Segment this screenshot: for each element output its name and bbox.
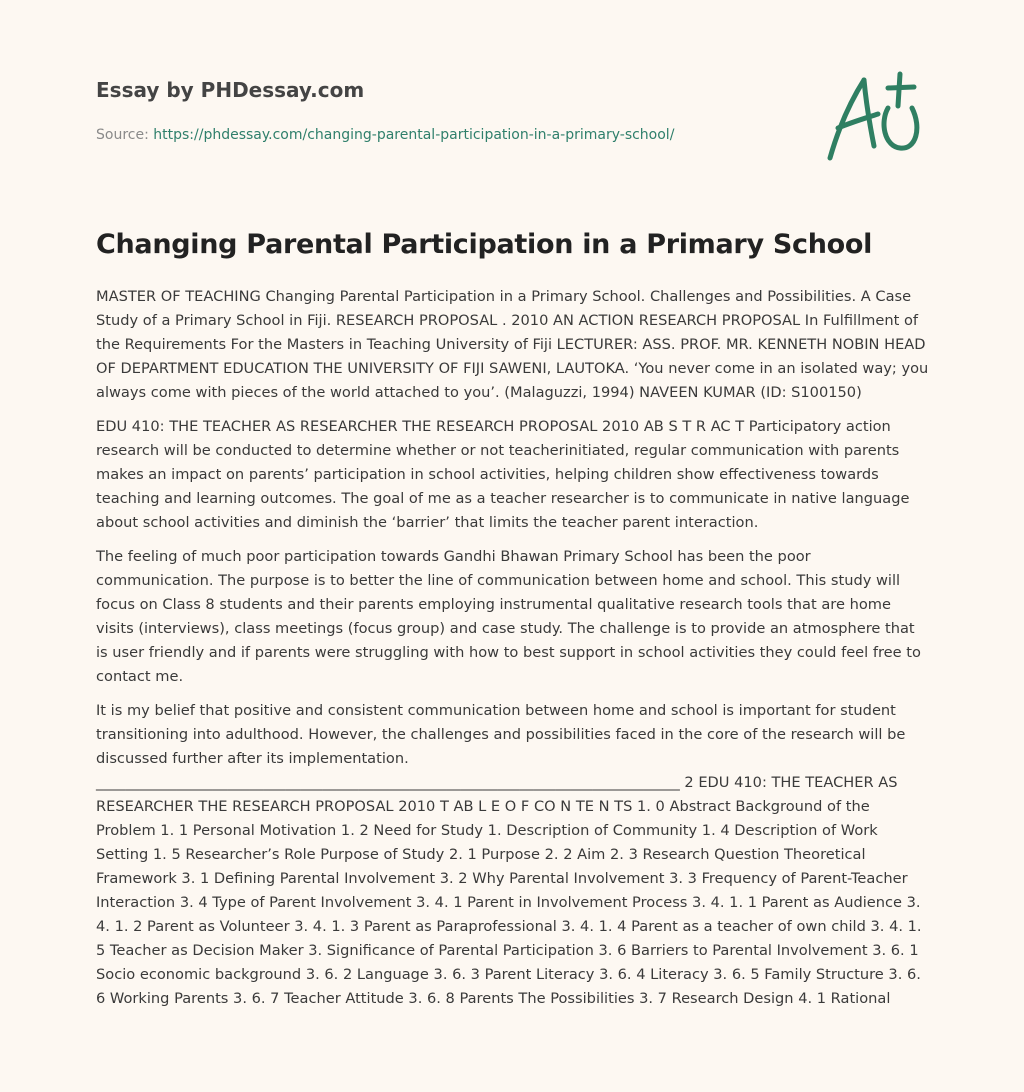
article-title: Changing Parental Participation in a Primary School — [96, 229, 873, 260]
article-body — [96, 285, 930, 1021]
source-link[interactable]: https://phdessay.com/changing-parental-participation-in-a-primary-school/ — [153, 127, 675, 143]
site-brand: Essay by PHDessay.com — [96, 78, 365, 102]
paragraph: MASTER OF TEACHING Changing Parental Participation in a Primary School. Challenges and Possibilities. A Case Study of a Primary School in Fiji. RESEARCH PROPOSAL . 2010 AN ACTION RESEARCH PROPOSAL In Fulfillment of the Requirements For the Masters in Teaching University of Fiji LECTURER: ASS. PROF. MR. KENNETH NOBIN HEAD OF DEPARTMENT EDUCATION THE UNIVERSITY OF FIJI SAWENI, LAUTOKA. ‘You never come in an isolated way; you always come with pieces of the world attached to you’. (Malaguzzi, 1994) NAVEEN KUMAR (ID: S100150) — [96, 288, 929, 401]
a-plus-grade-icon — [822, 66, 930, 166]
source-line — [96, 125, 796, 145]
source-label: Source: — [96, 127, 154, 143]
paragraph: EDU 410: THE TEACHER AS RESEARCHER THE RESEARCH PROPOSAL 2010 AB S T R AC T Participatory action research will be conducted to determine whether or not teacherinitiated, regular communication with parents makes an impact on parents’ participation in school activities, helping children show effectiveness towards teaching and learning outcomes. The goal of me as a teacher researcher is to communicate in native language about school activities and diminish the ‘barrier’ that limits the teacher parent interaction. — [96, 418, 910, 531]
paragraph: The feeling of much poor participation towards Gandhi Bhawan Primary School has been the poor communication. The purpose is to better the line of communication between home and school. This study will focus on Class 8 students and their parents employing instrumental qualitative research tools that are home visits (interviews), class meetings (focus group) and case study. The challenge is to provide an atmosphere that is user friendly and if parents were struggling with how to best support in school activities they could feel free to contact me. — [96, 548, 921, 685]
page-header — [96, 76, 796, 145]
paragraph: It is my belief that positive and consistent communication between home and school is important for student transitioning into adulthood. However, the challenges and possibilities faced in the core of the research will be discussed further after its implementation. ________________________________________________________________________________ 2 EDU 410: THE TEACHER AS RESEARCHER THE RESEARCH PROPOSAL 2010 T AB L E O F CO N TE N TS 1. 0 Abstract Background of the Problem 1. 1 Personal Motivation 1. 2 Need for Study 1. Description of Community 1. 4 Description of Work Setting 1. 5 Researcher’s Role Purpose of Study 2. 1 Purpose 2. 2 Aim 2. 3 Research Question Theoretical Framework 3. 1 Defining Parental Involvement 3. 2 Why Parental Involvement 3. 3 Frequency of Parent-Teacher Interaction 3. 4 Type of Parent Involvement 3. 4. 1 Parent in Involvement Process 3. 4. 1. 1 Parent as Audience 3. 4. 1. 2 Parent as Volunteer 3. 4. 1. 3 Parent as Paraprofessional 3. 4. 1. 4 Parent as a teacher of own child 3. 4. 1. 5 Teacher as Decision Maker 3. Significance of Parental Participation 3. 6 Barriers to Parental Involvement 3. 6. 1 Socio economic background 3. 6. 2 Language 3. 6. 3 Parent Literacy 3. 6. 4 Literacy 3. 6. 5 Family Structure 3. 6. 6 Working Parents 3. 6. 7 Teacher Attitude 3. 6. 8 Parents The Possibilities 3. 7 Research Design 4. 1 Rational — [96, 702, 922, 1007]
